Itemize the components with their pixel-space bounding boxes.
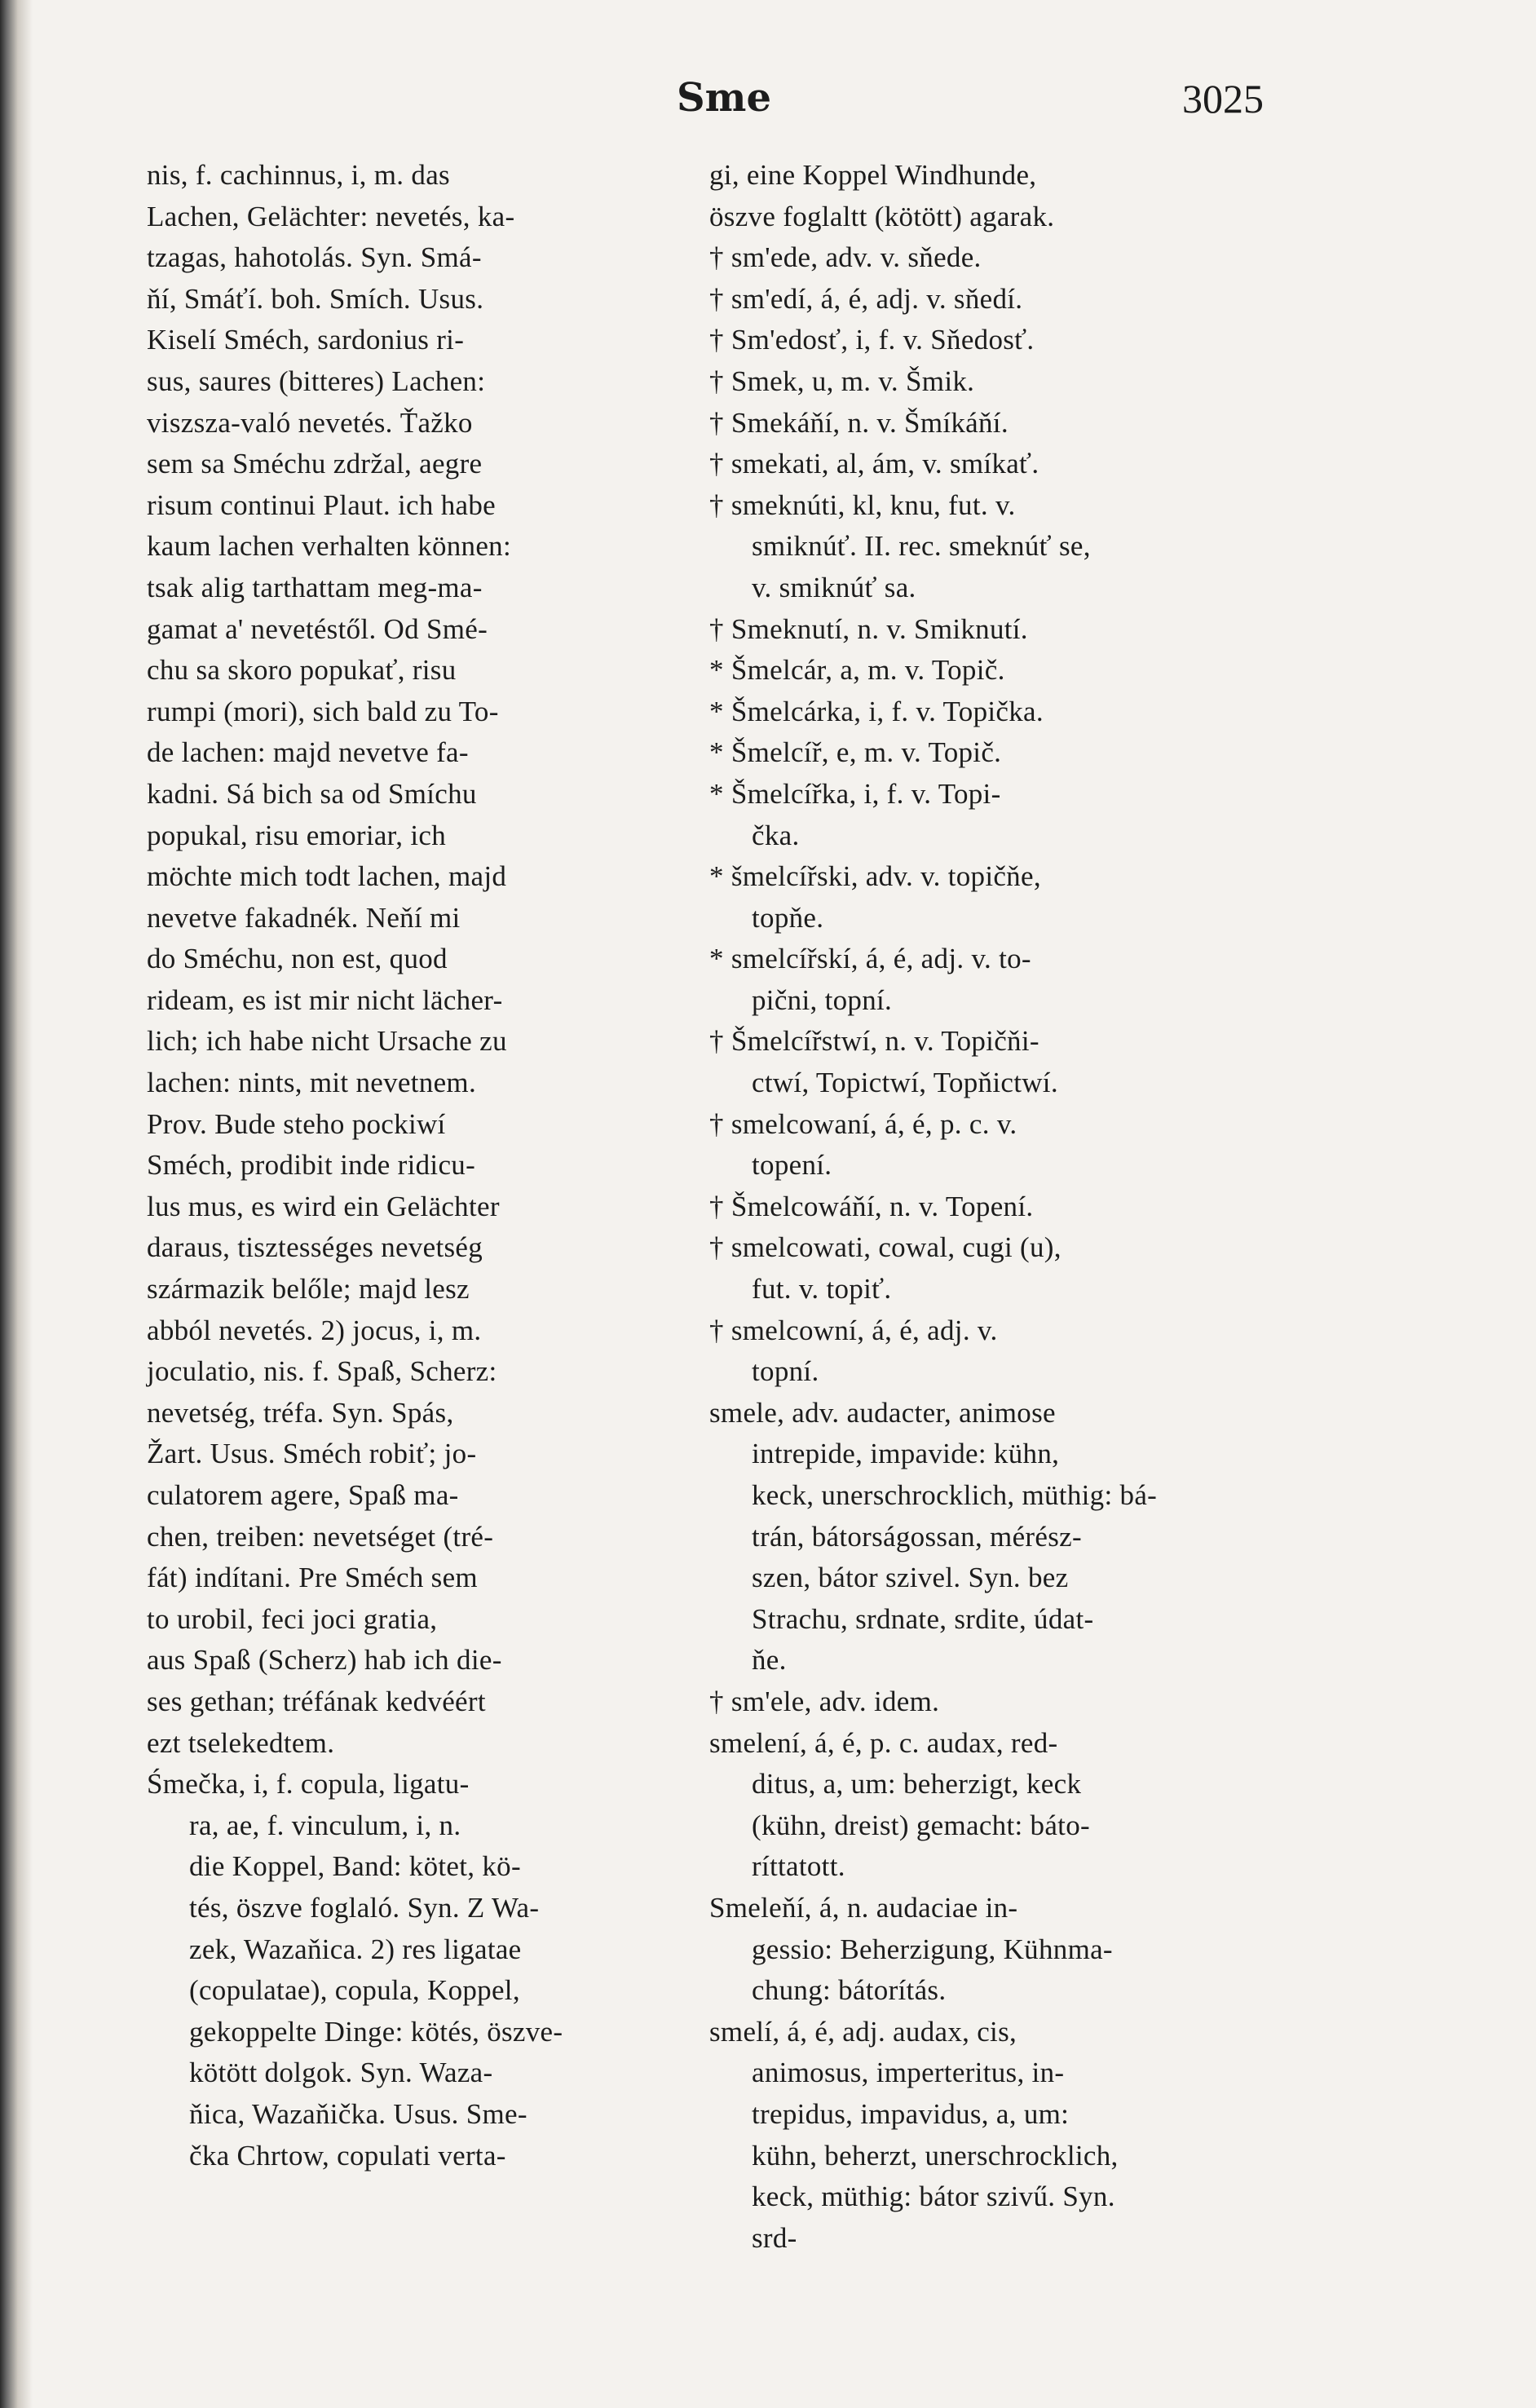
text-line: tés, öszve foglaló. Syn. Z Wa-: [189, 1891, 540, 1924]
text-line: do Sméchu, non est, quod: [147, 943, 448, 975]
text-line: smele, adv. audacter, animose: [709, 1396, 1056, 1429]
text-line: viszsza-való nevetés. Ťažko: [147, 406, 473, 439]
text-line: ditus, a, um: beherzigt, keck: [752, 1768, 1082, 1800]
text-line: nevetve fakadnék. Neňí mi: [147, 901, 461, 934]
text-line: ses gethan; tréfának kedvéért: [147, 1685, 486, 1717]
text-line: aus Spaß (Scherz) hab ich die-: [147, 1644, 502, 1677]
text-line: † Smeknutí, n. v. Smiknutí.: [709, 612, 1028, 645]
text-line: † smekati, al, ám, v. smíkať.: [709, 448, 1039, 480]
text-line: kühn, beherzt, unerschrocklich,: [752, 2139, 1119, 2172]
text-line: ezt tselekedtem.: [147, 1726, 335, 1759]
text-line: čka.: [752, 819, 800, 851]
right-column: [709, 155, 1264, 2259]
text-line: sus, saures (bitteres) Lachen:: [147, 365, 486, 397]
text-line: fut. v. topiť.: [752, 1273, 892, 1306]
text-line: gekoppelte Dinge: kötés, öszve-: [189, 2015, 563, 2048]
text-line: gessio: Beherzigung, Kühnma-: [752, 1933, 1113, 1965]
text-line: lachen: nints, mit nevetnem.: [147, 1067, 476, 1099]
text-line: † Smekáňí, n. v. Šmíkáňí.: [709, 406, 1009, 439]
text-line: * Šmelcár, a, m. v. Topič.: [709, 654, 1005, 687]
text-line: Śmečka, i, f. copula, ligatu-: [147, 1768, 470, 1800]
text-line: smelení, á, é, p. c. audax, red-: [709, 1726, 1058, 1759]
text-line: rideam, es ist mir nicht lächer-: [147, 983, 503, 1016]
text-line: zek, Wazaňica. 2) res ligatae: [189, 1933, 522, 1965]
page-number: 3025: [1182, 76, 1264, 122]
text-line: animosus, imperteritus, in-: [752, 2057, 1065, 2089]
text-line: tsak alig tarthattam meg-ma-: [147, 571, 483, 603]
text-line: Sméch, prodibit inde ridicu-: [147, 1149, 476, 1182]
text-line: kötött dolgok. Syn. Waza-: [189, 2057, 493, 2089]
text-line: gi, eine Koppel Windhunde,: [709, 159, 1037, 191]
text-line: † Šmelcowáňí, n. v. Topení.: [709, 1190, 1034, 1222]
text-line: tzagas, hahotolás. Syn. Smá-: [147, 241, 482, 274]
text-line: topní.: [752, 1355, 819, 1388]
text-line: rumpi (mori), sich bald zu To-: [147, 695, 499, 727]
text-line: † smelcowní, á, é, adj. v.: [709, 1314, 998, 1346]
text-line: (kühn, dreist) gemacht: bátо-: [752, 1809, 1090, 1841]
text-line: † sm'ede, adv. v. sňede.: [709, 241, 982, 274]
text-line: * Šmelcířka, i, f. v. Topi-: [709, 777, 1001, 810]
text-line: † Smek, u, m. v. Šmik.: [709, 365, 975, 397]
text-line: v. smiknúť sa.: [752, 571, 916, 603]
text-line: Smeleňí, á, n. audaciae in-: [709, 1891, 1018, 1924]
text-line: † smelcowati, cowal, cugi (u),: [709, 1231, 1062, 1264]
text-line: * smelcířskí, á, é, adj. v. to-: [709, 943, 1031, 975]
text-line: Lachen, Gelächter: nevetés, ka-: [147, 200, 515, 232]
text-line: ňí, Smáťí. boh. Smích. Usus.: [147, 282, 484, 315]
text-line: ríttatott.: [752, 1850, 845, 1883]
text-line: pični, topní.: [752, 983, 893, 1016]
text-line: culatorem agere, Spaß ma-: [147, 1479, 459, 1511]
text-line: ctwí, Topictwí, Topňictwí.: [752, 1067, 1058, 1099]
text-line: joculatio, nis. f. Spaß, Scherz:: [147, 1355, 497, 1388]
text-line: † Šmelcířstwí, n. v. Topičňi-: [709, 1025, 1039, 1058]
text-line: nevetség, tréfa. Syn. Spás,: [147, 1396, 454, 1429]
page-header: [155, 75, 1264, 132]
text-line: Kiselí Sméch, sardonius ri-: [147, 324, 465, 356]
text-line: nis, f. cachinnus, i, m. das: [147, 159, 450, 191]
text-line: gamat a' nevetéstől. Od Smé-: [147, 612, 488, 645]
text-line: trán, bátorságossan, mérész-: [752, 1520, 1082, 1553]
text-line: topňe.: [752, 901, 824, 934]
text-columns: [147, 155, 1280, 2357]
text-line: öszve foglaltt (kötött) agarak.: [709, 200, 1055, 232]
text-line: ňe.: [752, 1644, 787, 1677]
text-line: † smeknúti, kl, knu, fut. v.: [709, 488, 1016, 521]
text-line: chung: bátorítás.: [752, 1974, 947, 2007]
text-line: ňica, Wazaňička. Usus. Sme-: [189, 2097, 527, 2130]
text-line: die Koppel, Band: kötet, kö-: [189, 1850, 521, 1883]
text-line: popukal, risu emoriar, ich: [147, 819, 446, 851]
text-line: lich; ich habe nicht Ursache zu: [147, 1025, 507, 1058]
text-line: daraus, tisztességes nevetség: [147, 1231, 483, 1264]
text-line: * šmelcířski, adv. v. topičňe,: [709, 860, 1041, 893]
text-line: abból nevetés. 2) jocus, i, m.: [147, 1314, 482, 1346]
text-line: (copulatae), copula, Koppel,: [189, 1974, 520, 2007]
text-line: kaum lachen verhalten können:: [147, 530, 512, 563]
text-line: † smelcowaní, á, é, p. c. v.: [709, 1107, 1017, 1140]
running-head: Sme: [677, 75, 771, 121]
text-line: smiknúť. II. rec. smeknúť se,: [752, 530, 1091, 563]
text-line: † sm'ele, adv. idem.: [709, 1685, 940, 1717]
text-line: származik belőle; majd lesz: [147, 1273, 470, 1306]
text-line: * Šmelcíř, e, m. v. Topič.: [709, 736, 1002, 769]
text-line: intrepide, impavide: kühn,: [752, 1438, 1060, 1470]
text-line: chen, treiben: nevetséget (tré-: [147, 1520, 494, 1553]
text-line: kadni. Sá bich sa od Smíchu: [147, 777, 477, 810]
text-line: risum continui Plaut. ich habe: [147, 488, 496, 521]
text-line: to urobil, feci joci gratia,: [147, 1602, 438, 1635]
text-line: * Šmelcárka, i, f. v. Topička.: [709, 695, 1044, 727]
text-line: fát) indítani. Pre Sméch sem: [147, 1562, 478, 1594]
text-line: Strachu, srdnate, srdite, údat-: [752, 1602, 1094, 1635]
text-line: möchte mich todt lachen, majd: [147, 860, 507, 893]
left-column: [147, 155, 701, 2176]
text-line: smelí, á, é, adj. audax, cis,: [709, 2015, 1017, 2048]
text-line: Žart. Usus. Sméch robiť; jo-: [147, 1438, 477, 1470]
text-line: † sm'edí, á, é, adj. v. sňedí.: [709, 282, 1023, 315]
text-line: szen, bátor szivel. Syn. bez: [752, 1562, 1069, 1594]
text-line: de lachen: majd nevetve fa-: [147, 736, 469, 769]
text-line: chu sa skoro popukať, risu: [147, 654, 457, 687]
text-line: topení.: [752, 1149, 832, 1182]
text-line: keck, müthig: bátor szivű. Syn.: [752, 2180, 1115, 2213]
text-line: ra, ae, f. vinculum, i, n.: [189, 1809, 461, 1841]
text-line: trepidus, impavidus, a, um:: [752, 2097, 1070, 2130]
text-line: lus mus, es wird ein Gelächter: [147, 1190, 500, 1222]
text-line: čka Chrtow, copulati verta-: [189, 2139, 506, 2172]
text-line: srd-: [752, 2221, 797, 2254]
text-line: sem sa Sméchu zdržal, aegre: [147, 448, 483, 480]
text-line: † Sm'edosť, i, f. v. Sňedosť.: [709, 324, 1035, 356]
text-line: Prov. Bude steho pockiwí: [147, 1107, 446, 1140]
text-line: keck, unerschrocklich, müthig: bá-: [752, 1479, 1158, 1511]
page-spine-shadow: [0, 0, 33, 2408]
